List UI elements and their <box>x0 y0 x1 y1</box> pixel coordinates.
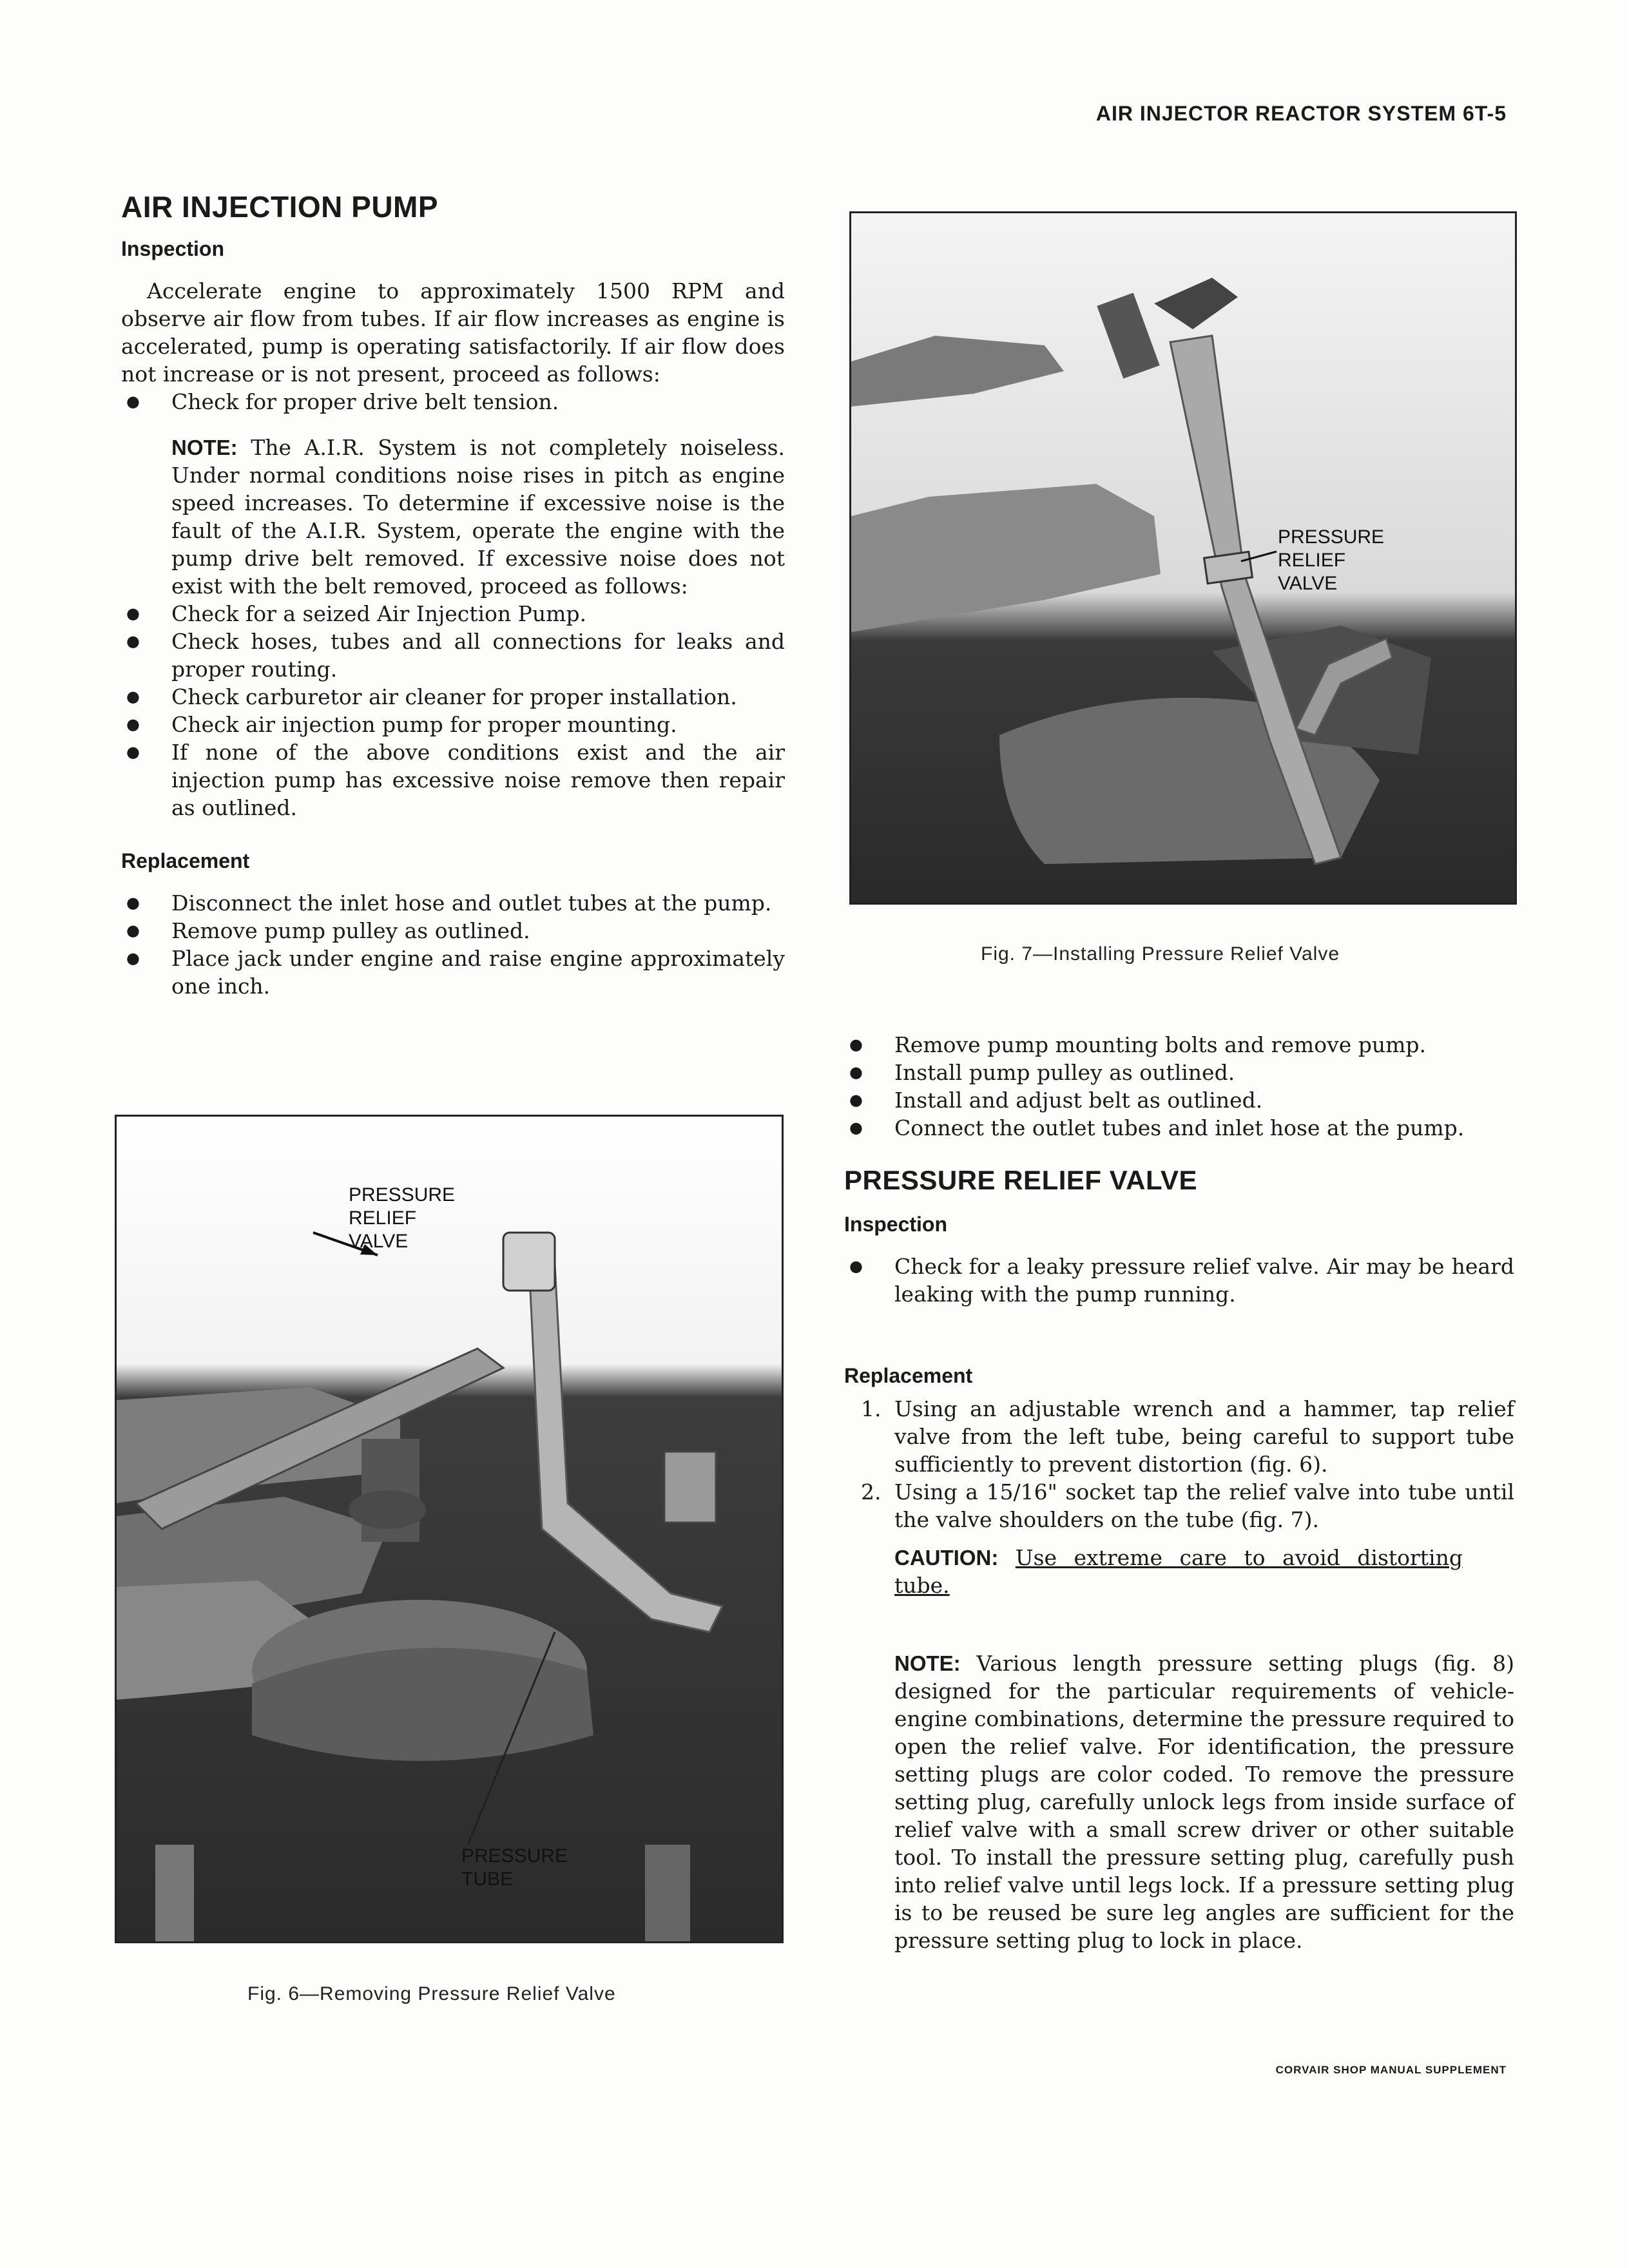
right-column <box>844 1031 1514 1954</box>
caution-label: CAUTION: <box>894 1546 999 1570</box>
footer: CORVAIR SHOP MANUAL SUPPLEMENT <box>1275 2064 1507 2076</box>
caution-text: Use extreme care to avoid distorting tube. <box>894 1545 1463 1598</box>
note-block <box>121 434 785 600</box>
note-label: NOTE: <box>171 436 238 459</box>
pump-replacement-continued-bullets <box>844 1031 1514 1142</box>
figure-6-caption: Fig. 6—Removing Pressure Relief Valve <box>247 1983 616 2004</box>
note-block <box>844 1649 1514 1954</box>
noise-bullets <box>121 600 785 822</box>
inspection-heading: Inspection <box>844 1213 948 1236</box>
note-label: NOTE: <box>894 1651 961 1675</box>
figure-6-photo <box>115 1115 784 1943</box>
inspection-paragraph: Accelerate engine to approximately 1500 RPM and observe air flow from tubes. If air flow increases as engine is accelerated, pump is operating satisfactorily. If air flow does not increase or is not present, proceed as follows: <box>121 278 785 387</box>
list-item: 2. Using a 15/16" socket tap the relief valve into tube until the valve shoulders on the tube (fig. 7). <box>861 1479 1514 1532</box>
inspection-bullets <box>844 1253 1514 1308</box>
list-item: ● Connect the outlet tubes and inlet hose at the pump. <box>844 1114 1514 1142</box>
figure-7-photo <box>849 211 1517 905</box>
list-item: ● Install and adjust belt as outlined. <box>844 1086 1514 1114</box>
running-head: AIR INJECTOR REACTOR SYSTEM 6T-5 <box>1095 102 1507 125</box>
note-text: Various length pressure setting plugs (fig. 8) designed for the particular requirements of vehicle-engine combinations, determine the pressure required to open the relief valve. For identification, the pressure setting plugs are color coded. To remove the pressure setting plug, carefully unlock legs from inside surface of relief valve with a small screw driver or other suitable tool. To install the pressure setting plug, carefully push into relief valve until legs lock. If a pressure setting plug is to be reused be sure leg angles are sufficient for the pressure setting plug to lock in place. <box>894 1651 1514 1953</box>
inspection-heading: Inspection <box>121 237 225 260</box>
replacement-heading: Replacement <box>121 849 250 872</box>
list-item: ● Check for proper drive belt tension. <box>121 388 785 416</box>
list-item: ● Remove pump pulley as outlined. <box>121 917 785 945</box>
replacement-bullets <box>121 889 785 1000</box>
caution-block <box>844 1544 1514 1599</box>
list-item: ● Check carburetor air cleaner for proper installation. <box>121 683 785 711</box>
list-item: ● Check for a leaky pressure relief valve. Air may be heard leaking with the pump running. <box>844 1253 1514 1308</box>
left-column <box>121 190 785 1000</box>
replacement-steps <box>844 1395 1514 1533</box>
list-item: 1. Using an adjustable wrench and a hammer, tap relief valve from the left tube, being careful to support tube sufficiently to prevent distortion (fig. 6). <box>861 1396 1514 1477</box>
replacement-heading: Replacement <box>844 1364 973 1387</box>
section-title-pressure-relief-valve: PRESSURE RELIEF VALVE <box>844 1165 1198 1195</box>
list-item: ● Check air injection pump for proper mounting. <box>121 711 785 738</box>
figure-6-label-relief-valve: PRESSURE RELIEF VALVE <box>349 1184 456 1252</box>
list-item: ● Install pump pulley as outlined. <box>844 1059 1514 1086</box>
figure-7-caption: Fig. 7—Installing Pressure Relief Valve <box>981 943 1340 965</box>
list-item: ● If none of the above conditions exist and the air injection pump has excessive noise remove then repair as outlined. <box>121 738 785 822</box>
figure-7-label: PRESSURE RELIEF VALVE <box>1278 526 1385 594</box>
inspection-bullets <box>121 388 785 416</box>
figure-7-illustration <box>851 213 1515 903</box>
list-item: ● Check hoses, tubes and all connections for leaks and proper routing. <box>121 628 785 683</box>
list-item: ● Place jack under engine and raise engine approximately one inch. <box>121 945 785 1000</box>
list-item: ● Check for a seized Air Injection Pump. <box>121 600 785 628</box>
list-item: ● Disconnect the inlet hose and outlet tubes at the pump. <box>121 889 785 917</box>
section-title-air-injection-pump: AIR INJECTION PUMP <box>121 190 439 224</box>
list-item: ● Remove pump mounting bolts and remove pump. <box>844 1031 1514 1059</box>
figure-6-label-pressure-tube: PRESSURE TUBE <box>461 1845 568 1890</box>
note-text: The A.I.R. System is not completely noiseless. Under normal conditions noise rises in pitch as engine speed increases. To determine if excessive noise is the fault of the A.I.R. System, operate the engine with the pump drive belt removed. If excessive noise does not exist with the belt removed, proceed as follows: <box>171 435 785 599</box>
